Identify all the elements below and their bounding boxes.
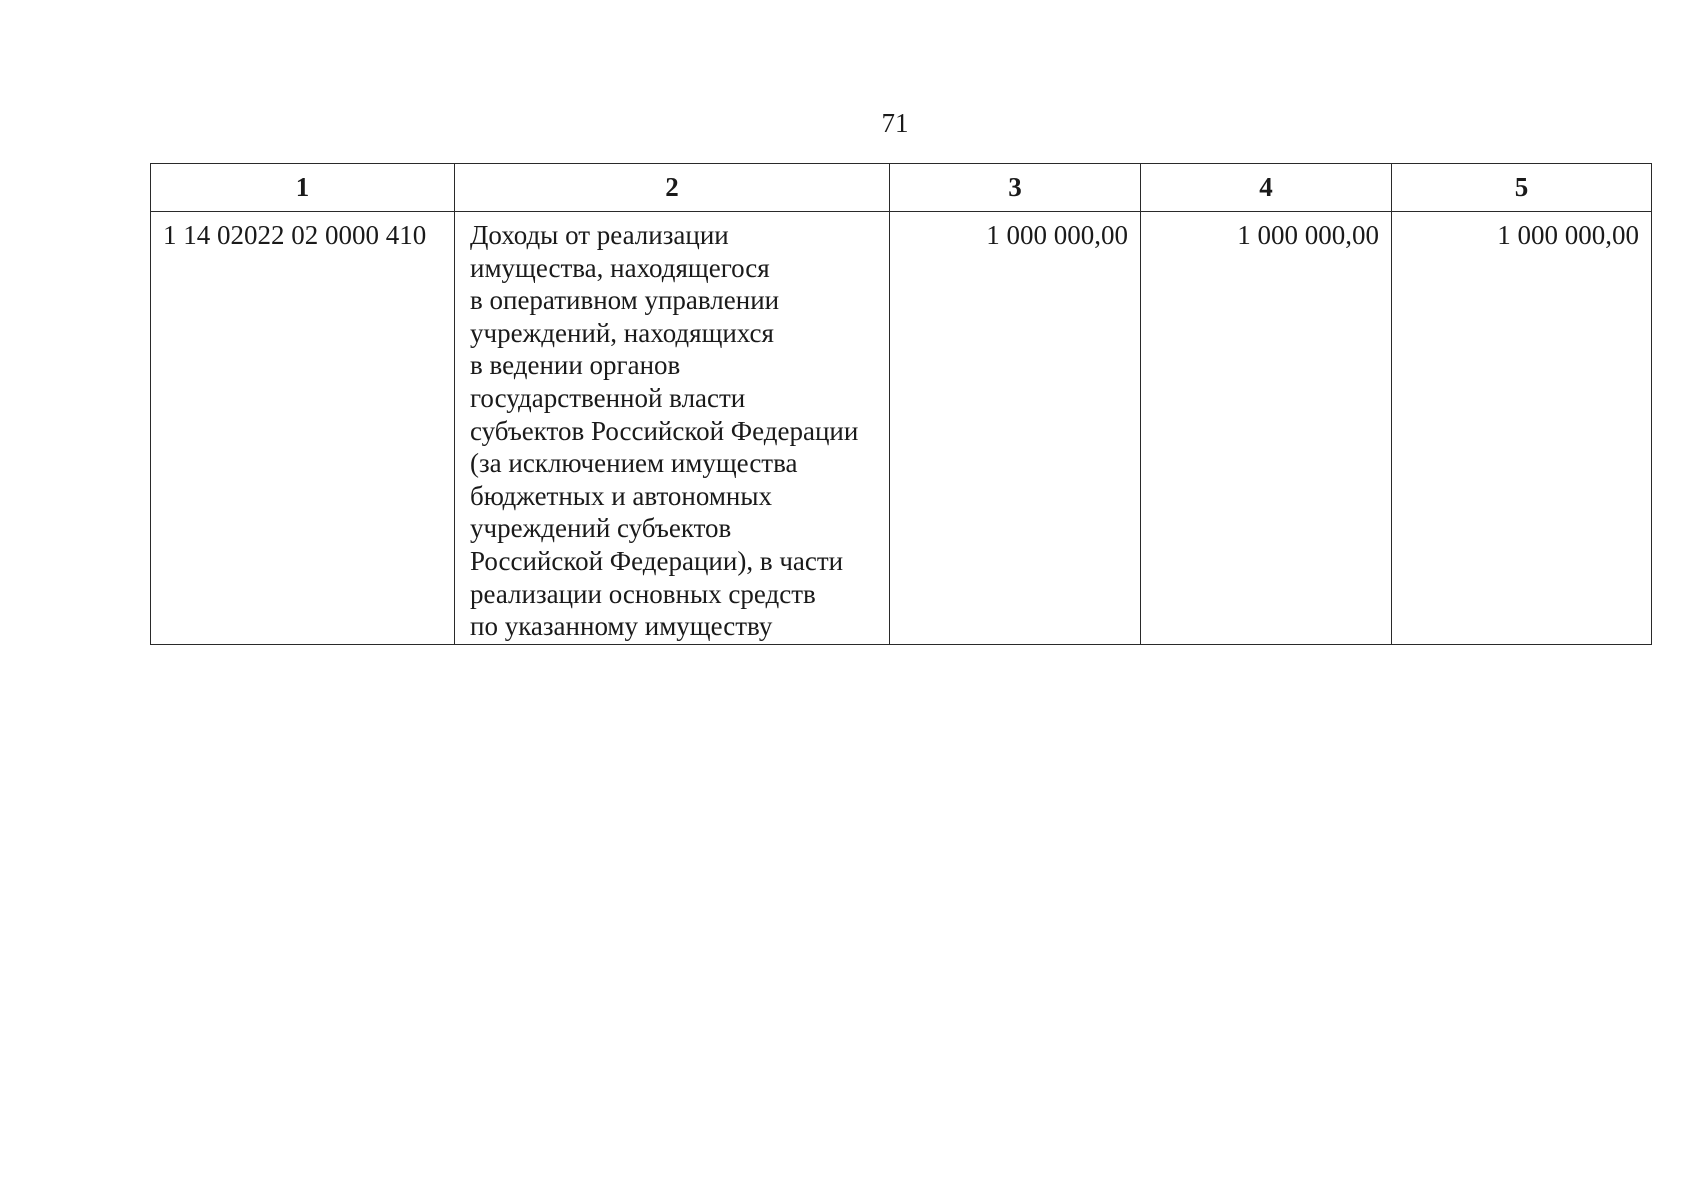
column-header-2: 2 xyxy=(455,164,890,212)
amount-column-5: 1 000 000,00 xyxy=(1392,212,1652,645)
description-line: учреждений субъектов xyxy=(470,513,732,544)
amount-column-4: 1 000 000,00 xyxy=(1141,212,1392,645)
revenue-table xyxy=(150,163,1652,645)
budget-classification-code: 1 14 02022 02 0000 410 xyxy=(151,212,455,645)
description-line: в ведении органов xyxy=(470,350,681,381)
description-line: субъектов Российской Федерации xyxy=(470,415,859,446)
column-header-5: 5 xyxy=(1392,164,1652,212)
table-row xyxy=(151,212,1652,645)
description-line: имущества, находящегося xyxy=(470,252,770,283)
revenue-description xyxy=(455,212,890,645)
description-line: Доходы от реализации xyxy=(470,220,729,250)
description-line: в оперативном управлении xyxy=(470,285,780,316)
table-header-row xyxy=(151,164,1652,212)
description-line: (за исключением имущества xyxy=(470,448,798,479)
description-line: по указанному имуществу xyxy=(470,611,773,642)
description-line: бюджетных и автономных xyxy=(470,480,773,511)
column-header-3: 3 xyxy=(890,164,1141,212)
page-number: 71 xyxy=(881,108,909,138)
amount-column-3: 1 000 000,00 xyxy=(890,212,1141,645)
description-line: учреждений, находящихся xyxy=(470,317,774,348)
description-line: Российской Федерации), в части xyxy=(470,545,844,576)
column-header-4: 4 xyxy=(1141,164,1392,212)
column-header-1: 1 xyxy=(151,164,455,212)
description-line: реализации основных средств xyxy=(470,578,816,609)
description-line: государственной власти xyxy=(470,382,746,413)
